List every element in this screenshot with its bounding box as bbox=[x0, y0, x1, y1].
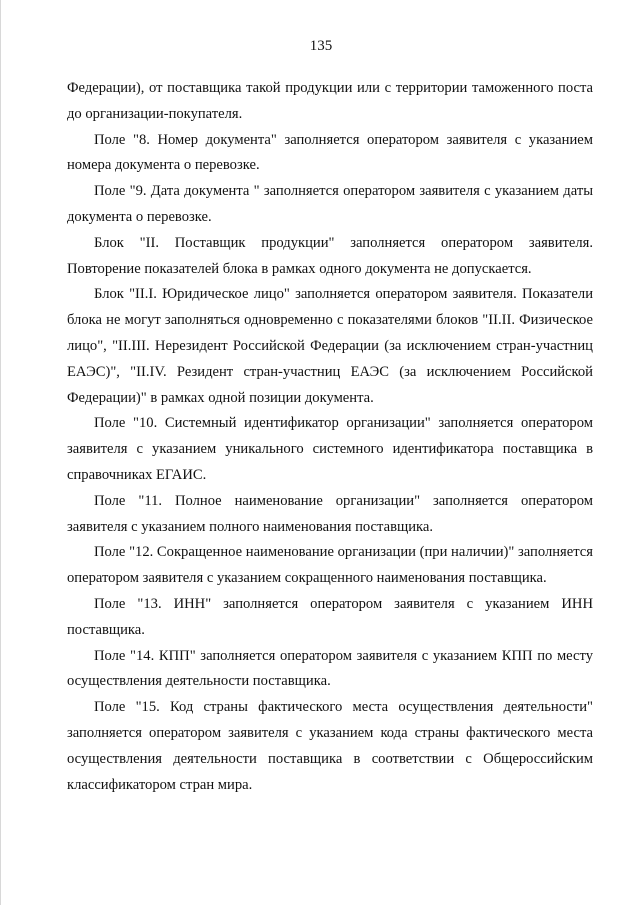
paragraph-p4: Блок "II.I. Юридическое лицо" заполняется оператором заявителя. Показатели блока не могут заполняться одновременно с показателями блоков "II.II. Физическое лицо", "II.III. Нерезидент Российской Федерации (за исключением стран-участниц ЕАЭС)", "II.IV. Резидент стран-участниц ЕАЭС (за исключением Российской Федерации)" в рамках одной позиции документа. bbox=[67, 286, 593, 406]
paragraph-p9: Поле "14. КПП" заполняется оператором заявителя с указанием КПП по месту осуществления деятельности поставщика. bbox=[67, 647, 593, 690]
document-body bbox=[67, 76, 593, 798]
paragraph-p10: Поле "15. Код страны фактического места осуществления деятельности" заполняется оператором заявителя с указанием кода страны фактического места осуществления деятельности поставщика в соответствии с Общероссийским классификатором стран мира. bbox=[67, 699, 593, 793]
paragraph-p1: Поле "8. Номер документа" заполняется оператором заявителя с указанием номера документа о перевозке. bbox=[67, 131, 593, 174]
paragraph-p3: Блок "II. Поставщик продукции" заполняется оператором заявителя. Повторение показателей блока в рамках одного документа не допускается. bbox=[67, 234, 593, 277]
paragraph-p6: Поле "11. Полное наименование организации" заполняется оператором заявителя с указанием полного наименования поставщика. bbox=[67, 492, 593, 535]
paragraph-p7: Поле "12. Сокращенное наименование организации (при наличии)" заполняется оператором заявителя с указанием сокращенного наименования поставщика. bbox=[67, 544, 593, 587]
paragraph-p0: Федерации), от поставщика такой продукции или с территории таможенного поста до организации-покупателя. bbox=[67, 80, 593, 122]
page-number: 135 bbox=[309, 38, 333, 54]
paragraph-p2: Поле "9. Дата документа " заполняется оператором заявителя с указанием даты документа о перевозке. bbox=[67, 183, 593, 225]
paragraph-p5: Поле "10. Системный идентификатор организации" заполняется оператором заявителя с указанием уникального системного идентификатора поставщика в справочниках ЕГАИС. bbox=[67, 415, 593, 483]
paragraph-p8: Поле "13. ИНН" заполняется оператором заявителя с указанием ИНН поставщика. bbox=[67, 595, 593, 638]
